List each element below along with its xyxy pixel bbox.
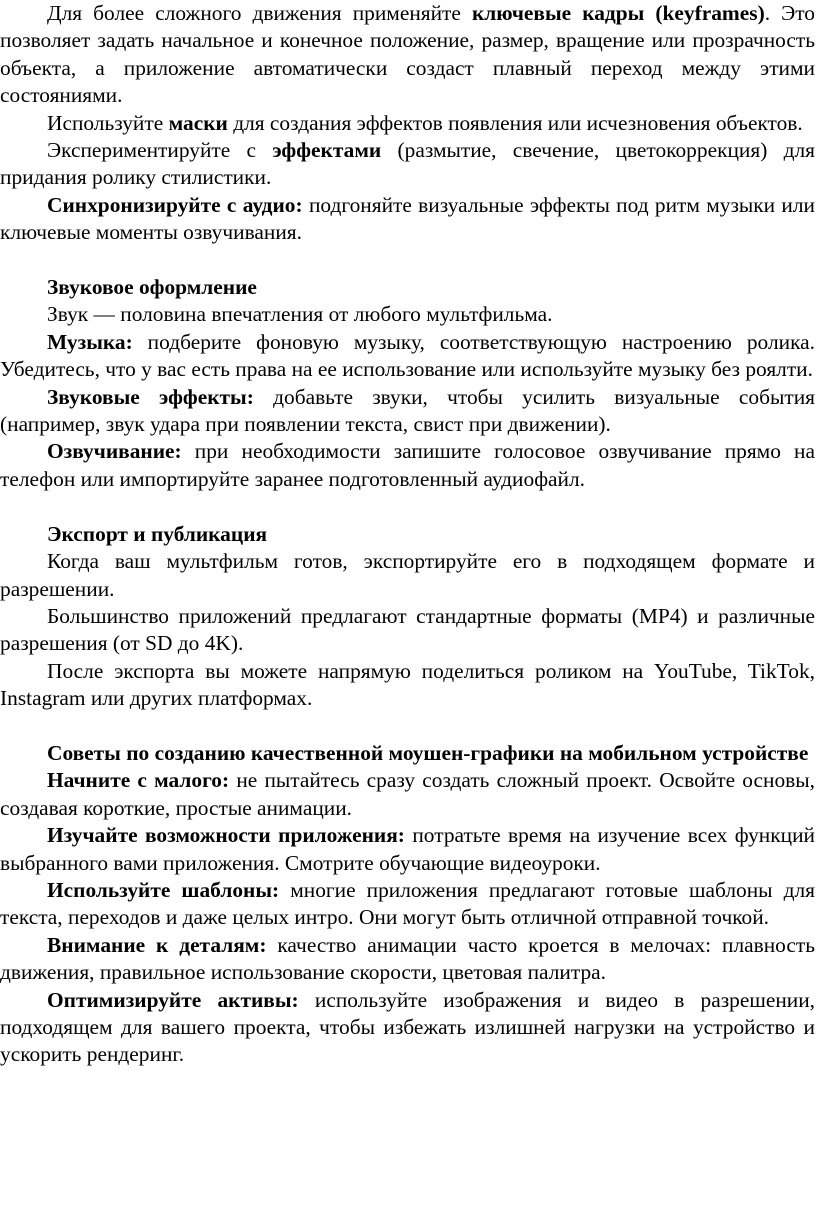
term-keyframes: ключевые кадры (keyframes) [471, 1, 765, 25]
spacer [0, 247, 815, 274]
tip-item: Используйте шаблоны: многие приложения предлагают готовые шаблоны для текста, переходов и даже целых интро. Они могут быть отличной отправной точкой. [0, 877, 815, 930]
paragraph-keyframes: Для более сложного движения применяйте ключевые кадры (keyframes). Это позволяет задать начальное и конечное положение, размер, вращение или прозрачность объекта, а приложение автоматически создаст плавный переход между этими состояниями. [0, 1, 816, 108]
sound-item-voiceover: Озвучивание: при необходимости запишите голосовое озвучивание прямо на телефон или импортируйте заранее подготовленный аудиофайл. [0, 439, 815, 491]
tip-item: Внимание к деталям: качество анимации часто кроется в мелочах: плавность движения, правильное использование скорости, цветовая палитра. [0, 932, 815, 985]
tip-item: Начните с малого: не пытайтесь сразу создать сложный проект. Освойте основы, создавая короткие, простые анимации. [0, 768, 815, 820]
tip-item: Оптимизируйте активы: используйте изображения и видео в разрешении, подходящем для вашего проекта, чтобы избежать излишней нагрузки на устройство и ускорить рендеринг. [0, 987, 816, 1067]
tip-item: Изучайте возможности приложения: потратьте время на изучение всех функций выбранного вами приложения. Смотрите обучающие видеоуроки. [0, 823, 815, 875]
section-heading-tips: Советы по созданию качественной моушен-графики на мобильном устройстве [47, 740, 809, 765]
sound-intro: Звук — половина впечатления от любого мультфильма. [47, 302, 553, 327]
spacer [0, 713, 815, 740]
term-audio-sync: Синхронизируйте с аудио: [47, 192, 303, 217]
export-paragraph: Когда ваш мультфильм готов, экспортируйте его в подходящем формате и разрешении. [0, 549, 815, 601]
export-paragraph: После экспорта вы можете напрямую поделиться роликом на YouTube, TikTok, Instagram или других платформах. [0, 658, 815, 711]
section-heading-export: Экспорт и публикация [47, 521, 268, 546]
term-effects: эффектами [272, 138, 382, 163]
section-heading-sound: Звуковое оформление [47, 275, 257, 300]
paragraph-effects: Экспериментируйте с эффектами (размытие, свечение, цветокоррекция) для придания ролику стилистики. [0, 138, 816, 190]
paragraph-audio-sync: Синхронизируйте с аудио: подгоняйте визуальные эффекты под ритм музыки или ключевые моменты озвучивания. [0, 192, 815, 245]
spacer [0, 493, 815, 520]
sound-item-music: Музыка: подберите фоновую музыку, соответствующую настроению ролика. Убедитесь, что у вас есть права на ее использование или используйте музыку без роялти. [0, 329, 815, 382]
term-masks: маски [168, 110, 228, 135]
paragraph-masks: Используйте маски для создания эффектов появления или исчезновения объектов. [47, 110, 803, 135]
sound-item-effects: Звуковые эффекты: добавьте звуки, чтобы усилить визуальные события (например, звук удара при появлении текста, свист при движении). [0, 384, 815, 437]
export-paragraph: Большинство приложений предлагают стандартные форматы (MP4) и различные разрешения (от SD до 4K). [0, 603, 815, 656]
